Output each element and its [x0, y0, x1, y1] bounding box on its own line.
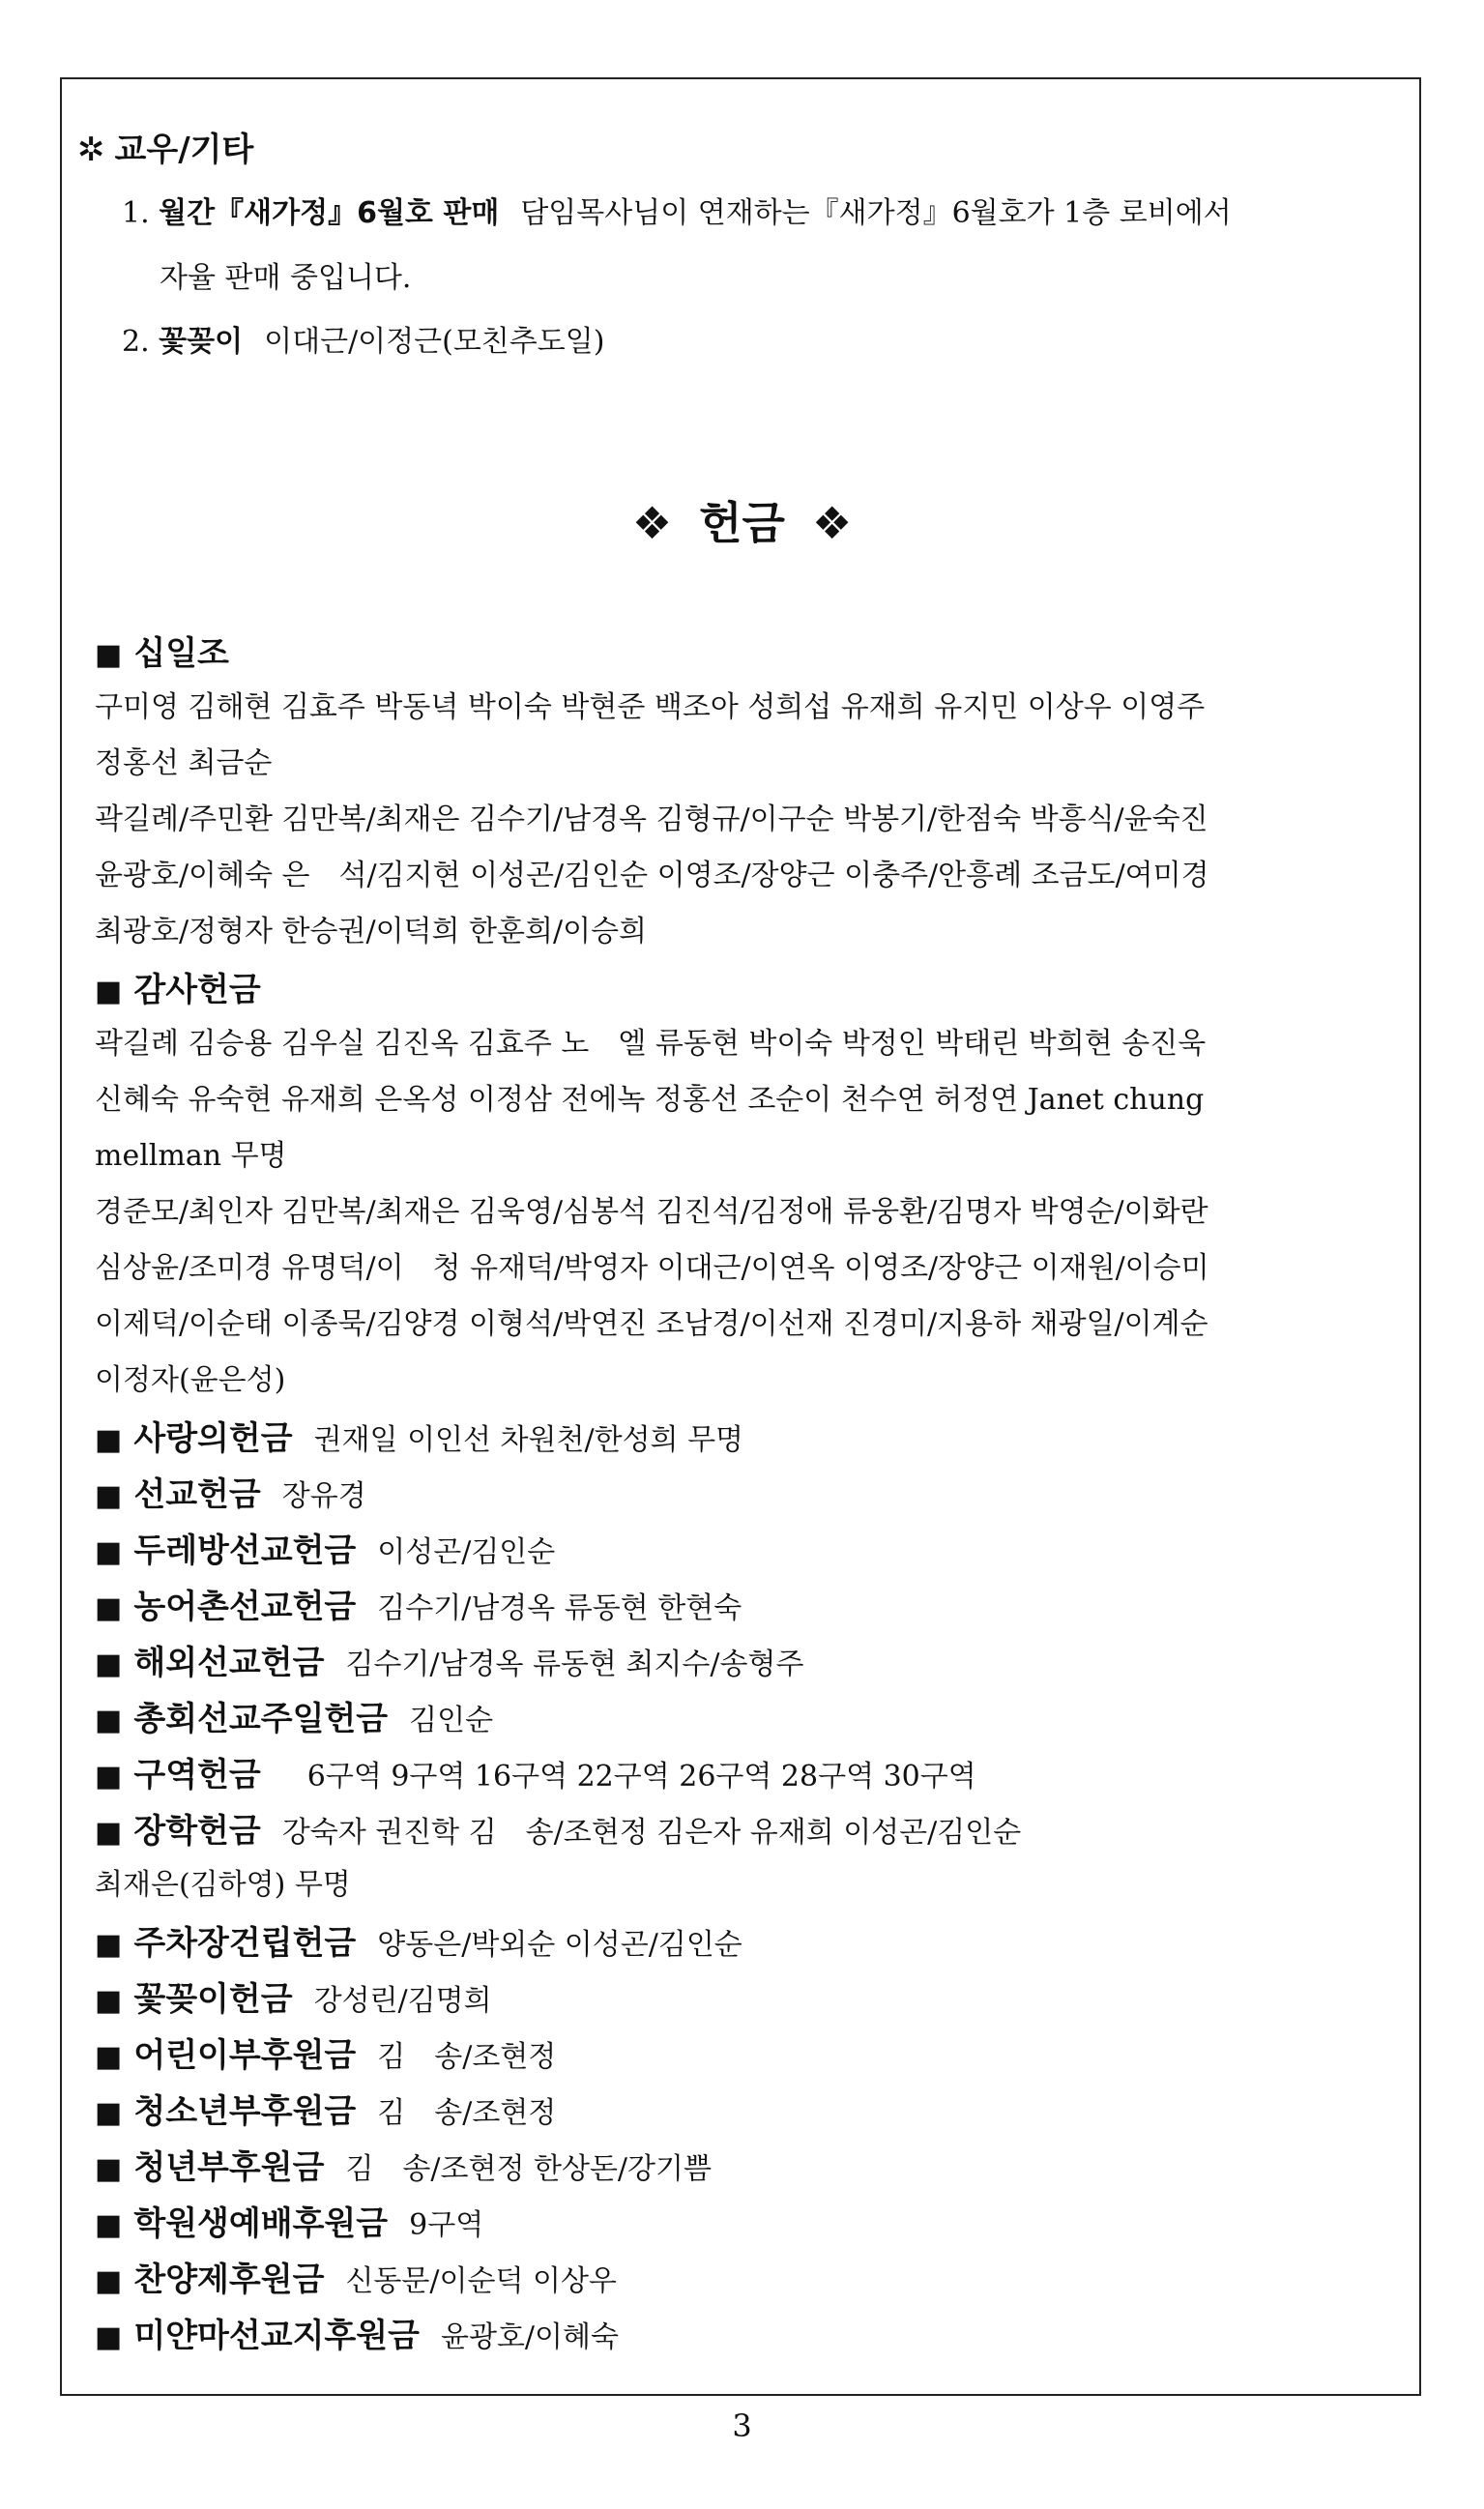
notice-item-title: 월간『새가정』6월호 판매 — [159, 196, 500, 230]
notice-item-text: 담임목사님이 연재하는『새가정』6월호가 1층 로비에서 — [520, 196, 1232, 230]
notice-item-1 — [122, 189, 1232, 231]
notice-item-number: 2. — [122, 325, 150, 359]
square-bullet-icon: ■ — [95, 1423, 123, 1457]
diamond-icon: ❖ — [811, 497, 853, 549]
section-heading: 농어촌선교헌금 — [133, 1588, 357, 1626]
square-bullet-icon: ■ — [95, 1648, 123, 1681]
square-bullet-icon: ■ — [95, 1928, 123, 1962]
square-bullet-icon: ■ — [95, 2208, 123, 2242]
square-bullet-icon: ■ — [95, 1760, 123, 1794]
square-bullet-icon: ■ — [95, 2320, 123, 2354]
section-youth — [95, 2085, 556, 2132]
section-heading: 해외선교헌금 — [133, 1644, 325, 1682]
notice-heading-text: 교우/기타 — [114, 131, 254, 169]
section-heading: 미얀마선교지후원금 — [133, 2317, 420, 2355]
section-rural — [95, 1580, 742, 1627]
section-text: 김수기/남경옥 류동현 최지수/송형주 — [345, 1648, 804, 1681]
offering-title-text: 헌금 — [699, 497, 785, 549]
notice-item-2 — [122, 317, 604, 360]
square-bullet-icon: ■ — [95, 2040, 123, 2074]
section-heading: 두레방선교헌금 — [133, 1532, 357, 1570]
section-heading: 어린이부후원금 — [133, 2036, 357, 2075]
section-text: 권재일 이인선 차원천/한성희 무명 — [313, 1423, 744, 1457]
section-choir — [95, 2253, 617, 2300]
section-tithe — [95, 627, 250, 674]
offering-title — [0, 488, 1484, 552]
section-text: 윤광호/이혜숙 — [440, 2320, 619, 2354]
section-heading: 청소년부후원금 — [133, 2092, 357, 2131]
section-text: 강숙자 권진학 김 송/조현정 김은자 유재희 이성곤/김인순 — [281, 1816, 1022, 1850]
section-text: 6구역 9구역 16구역 22구역 26구역 28구역 30구역 — [306, 1760, 976, 1794]
section-text: 김인순 — [409, 1704, 494, 1737]
section-scholarship — [95, 1804, 1021, 1852]
section-heading: 찬양제후원금 — [133, 2261, 325, 2299]
notice-item-text: 이대근/이정근(모친추도일) — [264, 325, 605, 359]
thanks-line: 심상윤/조미경 유명덕/이 청 유재덕/박영자 이대근/이연옥 이영조/장양근 이재원/이승미 — [95, 1251, 1209, 1285]
section-text: 양동은/박외순 이성곤/김인순 — [377, 1928, 742, 1962]
square-bullet-icon: ■ — [95, 2096, 123, 2130]
thanks-line: 이제덕/이순태 이종묵/김양경 이형석/박연진 조남경/이선재 진경미/지용하 채광일/이계순 — [95, 1307, 1208, 1341]
section-thanks — [95, 963, 282, 1010]
section-durebang — [95, 1524, 555, 1571]
thanks-line: 경준모/최인자 김만복/최재은 김욱영/심봉석 김진석/김정애 류웅환/김명자 박영순/이화란 — [95, 1195, 1208, 1229]
section-children — [95, 2028, 556, 2076]
section-heading: 꽃꽂이헌금 — [133, 1980, 293, 2019]
section-text: 김 송/조현정 — [377, 2040, 557, 2074]
thanks-line: 곽길례 김승용 김우실 김진옥 김효주 노 엘 류동현 박이숙 박정인 박태린 박희현 송진욱 — [95, 1027, 1207, 1061]
notice-heading — [77, 123, 253, 170]
section-heading: 청년부후원금 — [133, 2148, 325, 2187]
tithe-line: 정홍선 최금순 — [95, 746, 273, 780]
section-text: 이성곤/김인순 — [377, 1535, 556, 1569]
section-heading: 주차장건립헌금 — [133, 1924, 357, 1963]
tithe-line: 구미영 김해현 김효주 박동녁 박이숙 박현준 백조아 성희섭 유재희 유지민 이상우 이영주 — [95, 690, 1206, 724]
thanks-line: 신혜숙 유숙현 유재희 은옥성 이정삼 전에녹 정홍선 조순이 천수연 허정연 Janet chung — [95, 1083, 1205, 1117]
section-parking — [95, 1916, 742, 1964]
section-text: 강성린/김명희 — [313, 1984, 492, 2018]
section-love — [95, 1412, 743, 1459]
section-student — [95, 2197, 483, 2244]
scholarship-continuation: 최재은(김하영) 무명 — [95, 1868, 351, 1902]
section-heading: 장학헌금 — [133, 1812, 261, 1851]
square-bullet-icon: ■ — [95, 1479, 123, 1513]
notice-item-number: 1. — [122, 196, 150, 230]
notice-item-1-continuation: 자율 판매 중입니다. — [160, 261, 412, 295]
section-young-adult — [95, 2141, 712, 2188]
section-heading: 감사헌금 — [133, 971, 261, 1009]
section-text: 김수기/남경옥 류동현 한현숙 — [377, 1591, 742, 1625]
asterisk-icon: ✲ — [77, 131, 105, 169]
section-heading: 선교헌금 — [133, 1475, 261, 1514]
section-assembly — [95, 1692, 493, 1739]
section-text: 김 송/조현정 한상돈/강기쁨 — [345, 2152, 712, 2186]
square-bullet-icon: ■ — [95, 2152, 123, 2186]
section-heading: 사랑의헌금 — [133, 1419, 293, 1458]
square-bullet-icon: ■ — [95, 1535, 123, 1569]
tithe-line: 곽길례/주민환 김만복/최재은 김수기/남경옥 김형규/이구순 박봉기/한점숙 박흥식/윤숙진 — [95, 802, 1208, 836]
section-text: 신동문/이순덕 이상우 — [345, 2264, 617, 2298]
section-text: 장유경 — [281, 1479, 366, 1513]
section-overseas — [95, 1636, 803, 1683]
thanks-line: mellman 무명 — [95, 1139, 287, 1173]
diamond-icon: ❖ — [631, 497, 673, 549]
square-bullet-icon: ■ — [95, 638, 123, 672]
square-bullet-icon: ■ — [95, 975, 123, 1008]
section-text: 9구역 — [409, 2208, 484, 2242]
section-mission — [95, 1468, 366, 1515]
square-bullet-icon: ■ — [95, 1984, 123, 2018]
page-number: 3 — [732, 2407, 752, 2444]
section-heading: 십일조 — [133, 634, 229, 673]
section-flower — [95, 1972, 492, 2020]
section-heading: 구역헌금 — [133, 1756, 261, 1794]
square-bullet-icon: ■ — [95, 2264, 123, 2298]
square-bullet-icon: ■ — [95, 1591, 123, 1625]
tithe-line: 윤광호/이혜숙 은 석/김지현 이성곤/김인순 이영조/장양근 이충주/안흥례 조금도/여미경 — [95, 859, 1209, 892]
square-bullet-icon: ■ — [95, 1704, 123, 1737]
tithe-line: 최광호/정형자 한승권/이덕희 한훈희/이승희 — [95, 915, 648, 948]
section-myanmar — [95, 2309, 619, 2356]
notice-item-title: 꽃꽂이 — [159, 325, 244, 359]
square-bullet-icon: ■ — [95, 1816, 123, 1850]
section-heading: 총회선교주일헌금 — [133, 1700, 389, 1738]
section-text: 김 송/조현정 — [377, 2096, 557, 2130]
section-district — [95, 1748, 976, 1795]
section-heading: 학원생예배후원금 — [133, 2204, 389, 2243]
thanks-line: 이정자(윤은성) — [95, 1363, 286, 1397]
